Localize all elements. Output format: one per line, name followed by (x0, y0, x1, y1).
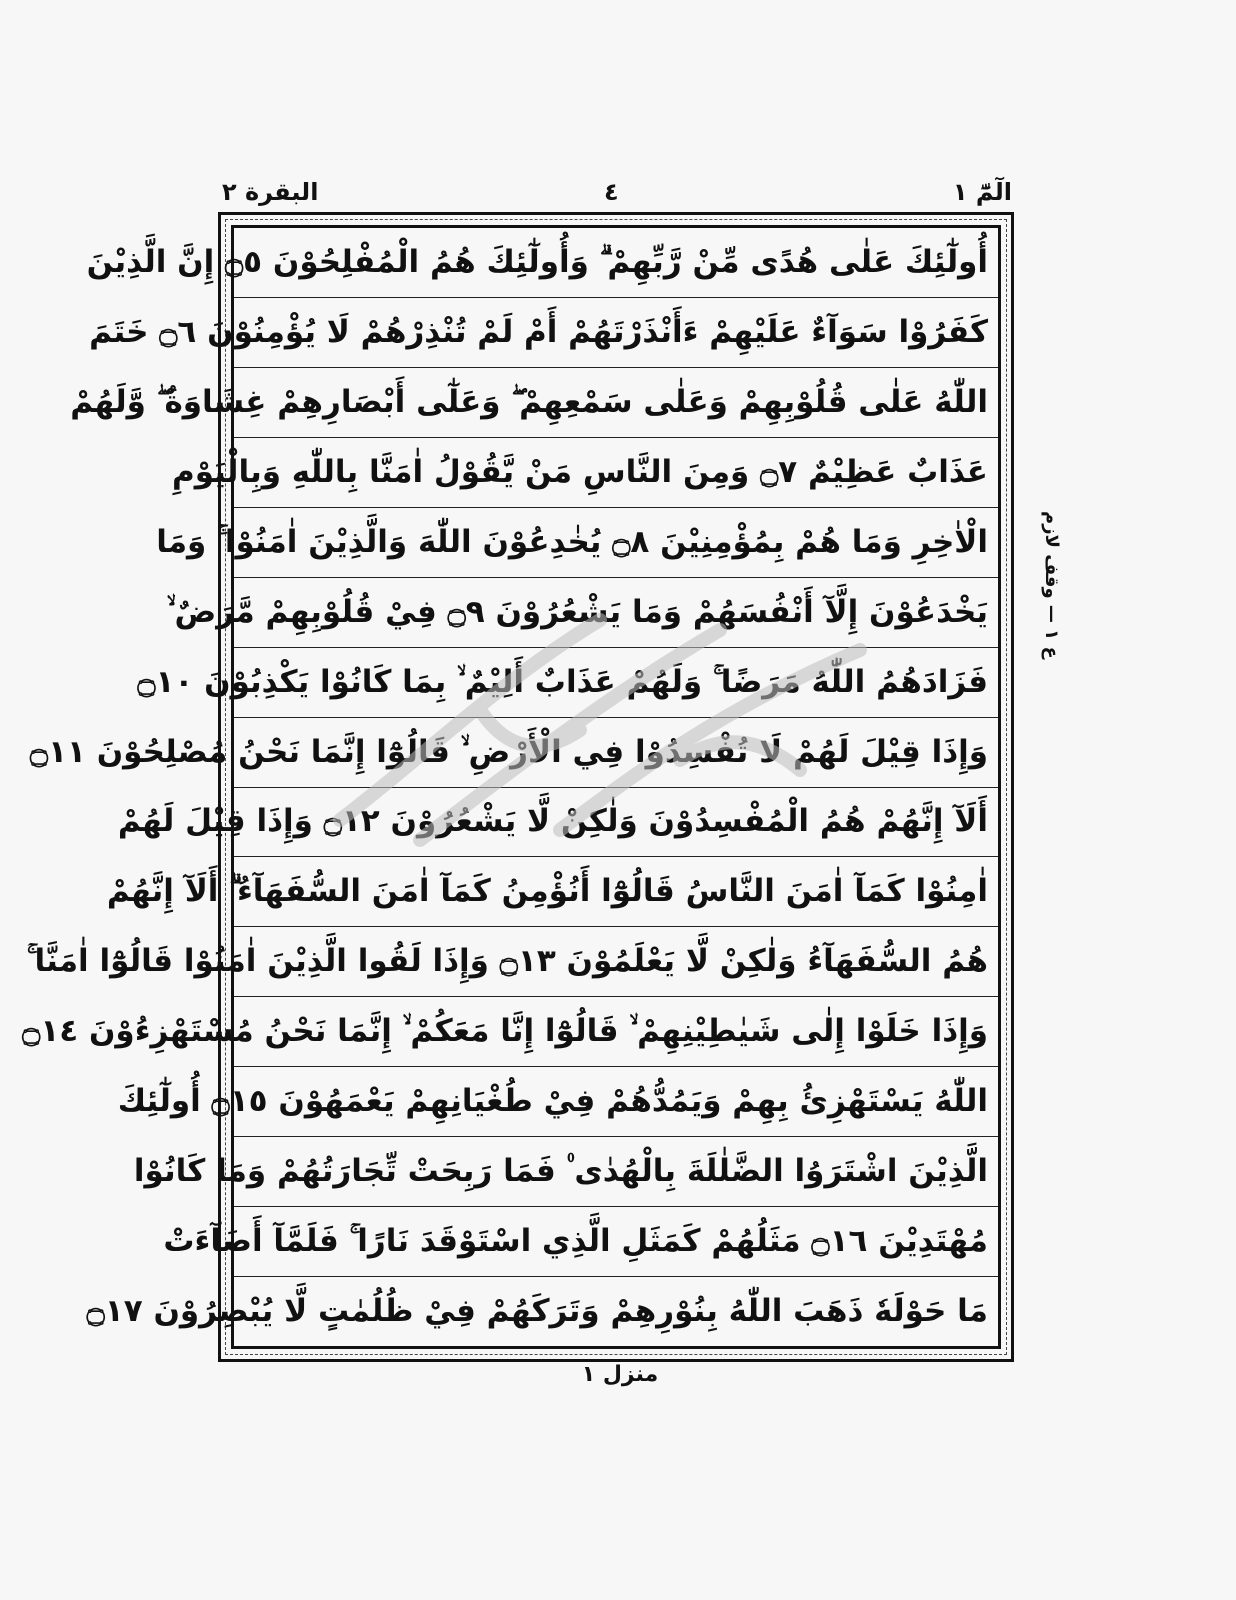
text-line: مَا حَوْلَهٗ ذَهَبَ اللّٰهُ بِنُوْرِهِمْ وَتَرَكَهُمْ فِيْ ظُلُمٰتٍ لَّا يُبْصِرُوْنَ ۝١٧ (86, 1293, 988, 1330)
text-line: وَإِذَا خَلَوْا إِلٰى شَيٰطِيْنِهِمْ ۙ قَالُوْٓا إِنَّا مَعَكُمْ ۙ إِنَّمَا نَحْنُ مُسْتَهْزِءُوْنَ ۝١٤ (234, 997, 998, 1067)
text-line: الْاٰخِرِ وَمَا هُمْ بِمُؤْمِنِيْنَ ۝٨ يُخٰدِعُوْنَ اللّٰهَ وَالَّذِيْنَ اٰمَنُوْا ۚ وَمَا (234, 508, 998, 578)
text-line: وَإِذَا قِيْلَ لَهُمْ لَا تُفْسِدُوْا فِي الْأَرْضِ ۙ قَالُوْٓا إِنَّمَا نَحْنُ مُصْلِحُوْنَ ۝١١ (234, 718, 998, 788)
text-area (22, 225, 1001, 1349)
surah-label: البقرة ۲ (222, 178, 319, 206)
text-line: اٰمِنُوْا كَمَآ اٰمَنَ النَّاسُ قَالُوْٓا أَنُؤْمِنُ كَمَآ اٰمَنَ السُّفَهَآءُ ۗ أَلَآ إِنَّهُمْ (234, 857, 998, 927)
text-lines (22, 228, 998, 1346)
text-line: أَلَآ إِنَّهُمْ هُمُ الْمُفْسِدُوْنَ وَلٰكِنْ لَّا يَشْعُرُوْنَ ۝١٢ وَإِذَا قِيْلَ لَهُمْ (234, 788, 998, 858)
text-line: يَخْدَعُوْنَ إِلَّآ أَنْفُسَهُمْ وَمَا يَشْعُرُوْنَ ۝٩ فِيْ قُلُوْبِهِمْ مَّرَضٌ ۙ (234, 578, 998, 648)
text-line: عَذَابٌ عَظِيْمٌ ۝٧ وَمِنَ النَّاسِ مَنْ يَّقُوْلُ اٰمَنَّا بِاللّٰهِ وَبِالْيَوْمِ (234, 438, 998, 508)
text-line: كَفَرُوْا سَوَآءٌ عَلَيْهِمْ ءَأَنْذَرْتَهُمْ أَمْ لَمْ تُنْذِرْهُمْ لَا يُؤْمِنُوْنَ ۝٦ خَتَمَ (234, 298, 998, 368)
manzil-footer: منزل ۱ (581, 1362, 659, 1387)
text-line: مُهْتَدِيْنَ ۝١٦ مَثَلُهُمْ كَمَثَلِ الَّذِي اسْتَوْقَدَ نَارًا ۚ فَلَمَّآ أَضَآءَتْ (234, 1207, 998, 1277)
text-line: هُمُ السُّفَهَآءُ وَلٰكِنْ لَّا يَعْلَمُوْنَ ۝١٣ وَإِذَا لَقُوا الَّذِيْنَ اٰمَنُوْا قَالُوْٓا اٰمَنَّا ۚ (234, 927, 998, 997)
text-line: فَزَادَهُمُ اللّٰهُ مَرَضًا ۚ وَلَهُمْ عَذَابٌ أَلِيْمٌ ۙ بِمَا كَانُوْا يَكْذِبُوْنَ ۝١٠ (234, 648, 998, 718)
text-line: الَّذِيْنَ اشْتَرَوُا الضَّلٰلَةَ بِالْهُدٰى ۠ فَمَا رَبِحَتْ تِّجَارَتُهُمْ وَمَا كَانُوْا (234, 1137, 998, 1207)
text-line: أُولٰٓئِكَ عَلٰى هُدًى مِّنْ رَّبِّهِمْ ۗ وَأُولٰٓئِكَ هُمُ الْمُفْلِحُوْنَ ۝٥ إِنَّ الَّذِيْنَ (234, 228, 998, 298)
page-number: ٤ (604, 178, 619, 206)
text-line: اللّٰهُ عَلٰى قُلُوْبِهِمْ وَعَلٰى سَمْعِهِمْ ۖ وَعَلٰٓى أَبْصَارِهِمْ غِشَاوَةٌ ۖ وَّلَهُمْ (234, 368, 998, 438)
juz-label: الٓمّٓ ۱ (952, 178, 1012, 206)
page-header (222, 178, 1012, 212)
margin-note: ع ۱ — وقف لازم (1041, 511, 1062, 659)
page-frame (22, 212, 1014, 1362)
text-line: اللّٰهُ يَسْتَهْزِئُ بِهِمْ وَيَمُدُّهُمْ فِيْ طُغْيَانِهِمْ يَعْمَهُوْنَ ۝١٥ أُولٰٓئِكَ (234, 1067, 998, 1137)
